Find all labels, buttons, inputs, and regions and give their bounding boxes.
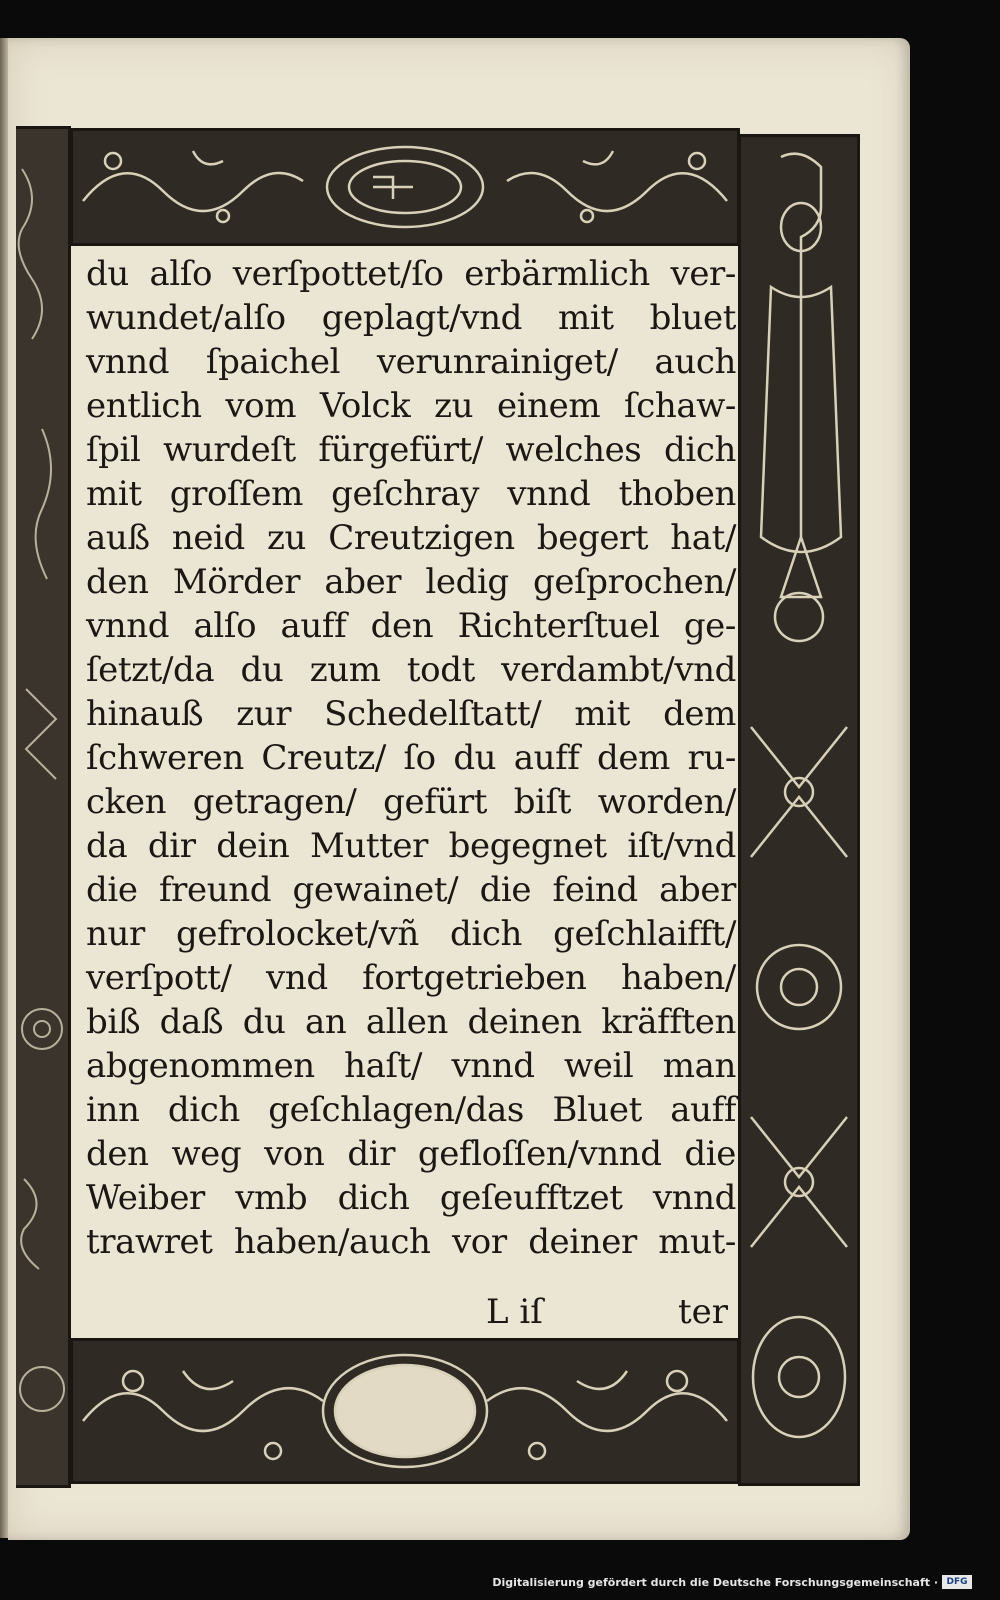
text-line: entlich vom Volck zu einem ſchaw- — [86, 386, 736, 426]
text-line: Weiber vmb dich geſeufftzet vnnd — [86, 1178, 736, 1218]
text-line: cken getragen/ gefürt biſt worden/ — [86, 782, 736, 822]
text-line: ſpil wurdeſt fürgefürt/ welches dich — [86, 430, 736, 470]
catch-line — [86, 1292, 736, 1336]
book-page — [8, 38, 910, 1540]
dfg-logo: DFG — [942, 1575, 972, 1589]
text-line: ſetzt/da du zum todt verdambt/vnd — [86, 650, 736, 690]
footer-bar — [0, 1570, 1000, 1600]
text-line: biß daß du an allen deinen kräfften — [86, 1002, 736, 1042]
text-line: hinauß zur Schedelſtatt/ mit dem — [86, 694, 736, 734]
text-line: mit groſſem geſchray vnnd thoben — [86, 474, 736, 514]
text-line: wundet/alſo geplagt/vnd mit bluet — [86, 298, 736, 338]
text-line: du alſo verſpottet/ſo erbärmlich ver- — [86, 254, 736, 294]
right-woodcut-border — [738, 134, 860, 1486]
text-line: den weg von dir gefloſſen/vnnd die — [86, 1134, 736, 1174]
text-line: inn dich geſchlagen/das Bluet auff — [86, 1090, 736, 1130]
signature-mark: L iſ — [486, 1292, 543, 1332]
text-line: auß neid zu Creutzigen begert hat/ — [86, 518, 736, 558]
text-line: abgenommen haſt/ vnnd weil man — [86, 1046, 736, 1086]
text-line: die freund gewainet/ die feind aber — [86, 870, 736, 910]
text-line: nur gefrolocket/vñ dich geſchlaifft/ — [86, 914, 736, 954]
text-line: verſpott/ vnd fortgetrieben haben/ — [86, 958, 736, 998]
bottom-woodcut-border — [70, 1338, 740, 1484]
text-block — [86, 252, 736, 1334]
text-line: vnnd ſpaichel verunrainiget/ auch — [86, 342, 736, 382]
text-line: ſchweren Creutz/ ſo du auff dem ru- — [86, 738, 736, 778]
funding-credit: Digitalisierung gefördert durch die Deutsche Forschungsgemeinschaft · — [492, 1576, 938, 1589]
top-woodcut-border — [70, 128, 740, 246]
text-line: vnnd alſo auff den Richterſtuel ge- — [86, 606, 736, 646]
catchword: ter — [677, 1292, 728, 1332]
text-line: den Mörder aber ledig geſprochen/ — [86, 562, 736, 602]
text-line: trawret haben/auch vor deiner mut- — [86, 1222, 736, 1262]
left-woodcut-border — [16, 126, 71, 1488]
text-line: da dir dein Mutter begegnet iſt/vnd — [86, 826, 736, 866]
